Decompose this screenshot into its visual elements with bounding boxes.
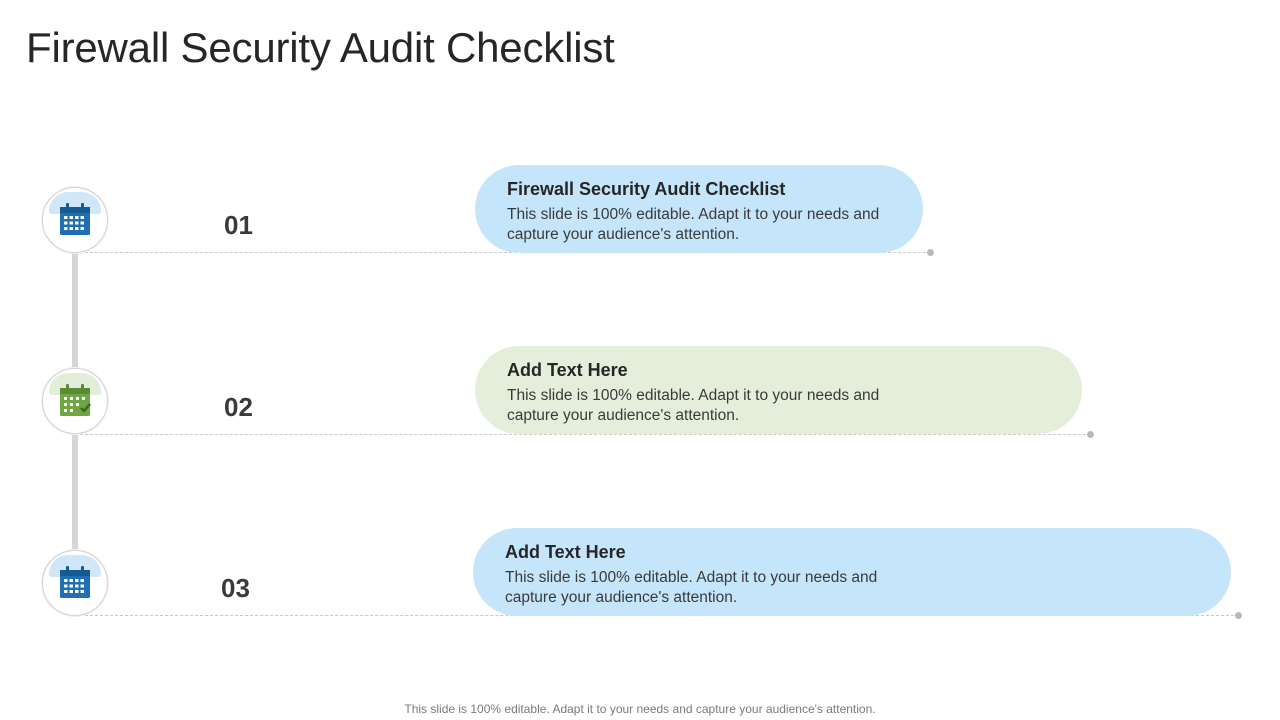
item-1-text: This slide is 100% editable. Adapt it to your needs and capture your audience's attention. xyxy=(507,206,880,243)
item-1-icon-circle xyxy=(42,187,108,253)
item-3-line-end-dot xyxy=(1235,612,1242,619)
item-3-icon-circle xyxy=(42,550,108,616)
item-2-card xyxy=(475,346,1082,434)
item-2-heading: Add Text Here xyxy=(507,360,628,380)
item-2-dashed-line xyxy=(80,434,1091,435)
item-3-text: This slide is 100% editable. Adapt it to your needs and capture your audience's attention. xyxy=(505,569,878,606)
calendar-icon xyxy=(57,564,93,600)
item-1-heading: Firewall Security Audit Checklist xyxy=(507,179,786,199)
item-2-icon-circle xyxy=(42,368,108,434)
page-title: Firewall Security Audit Checklist xyxy=(26,24,615,71)
calendar-check-icon xyxy=(57,382,93,418)
item-3-card xyxy=(473,528,1231,616)
item-1-number: 01 xyxy=(224,210,253,240)
calendar-icon xyxy=(57,201,93,237)
item-3-heading: Add Text Here xyxy=(505,542,626,562)
item-1-card xyxy=(475,165,923,253)
item-3-number: 03 xyxy=(221,573,250,603)
item-1-line-end-dot xyxy=(927,249,934,256)
item-2-number: 02 xyxy=(224,392,253,422)
footer-note: This slide is 100% editable. Adapt it to your needs and capture your audience's attention. xyxy=(404,702,876,716)
item-2-line-end-dot xyxy=(1087,431,1094,438)
item-2-text: This slide is 100% editable. Adapt it to your needs and capture your audience's attention. xyxy=(507,387,880,424)
